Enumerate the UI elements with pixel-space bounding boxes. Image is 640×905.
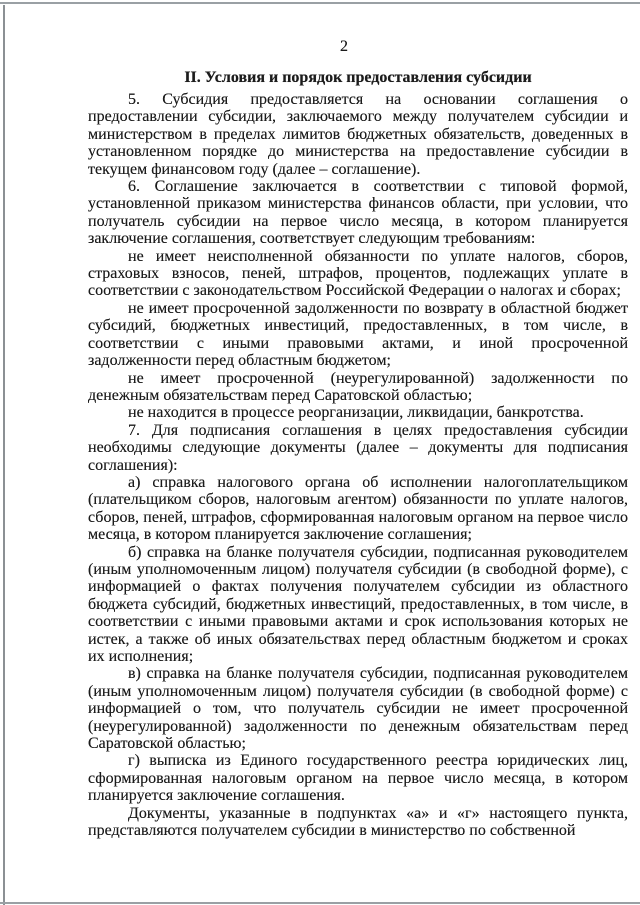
section-heading: II. Условия и порядок предоставления субсидии (184, 69, 532, 86)
paragraph: не имеет просроченной задолженности по возврату в областной бюджет субсидий, бюджетных инвестиций, предоставленных, в том числе, в соответствии с иными правовыми актами, и иной просроченной задолженности перед областным бюджетом; (88, 299, 628, 370)
paragraph: Документы, указанные в подпунктах «а» и «г» настоящего пункта, представляются получателем субсидии в министерство по собственной (88, 804, 628, 840)
paragraph: не имеет просроченной (неурегулированной) задолженности по денежным обязательствам перед Саратовской областью; (88, 369, 628, 404)
paragraph: б) справка на бланке получателя субсидии, подписанная руководителем (иным уполномоченным лицом) получателя субсидии (в свободной форме), с информацией о фактах получения получателем субсидии из областного бюджета субсидий, бюджетных инвестиций, предоставленных, в том числе, в соответствии с иными правовыми актами и срок использования которых не истек, а также об иных обязательствах перед областным бюджетом и сроках их исполнения; (88, 543, 628, 665)
paragraph: не находится в процессе реорганизации, ликвидации, банкротства. (128, 404, 584, 422)
paragraph: 7. Для подписания соглашения в целях предоставления субсидии необходимы следующие документы (далее – документы для подписания соглашения): (88, 421, 628, 474)
paragraph: не имеет неисполненной обязанности по уплате налогов, сборов, страховых взносов, пеней, штрафов, процентов, подлежащих уплате в соответствии с законодательством Российской Федерации о налогах и сборах; (88, 247, 628, 300)
scan-edge-top (0, 2, 640, 4)
document-body (88, 91, 628, 839)
paragraph: 5. Субсидия предоставляется на основании соглашения о предоставлении субсидии, заключаемого между получателем субсидии и министерством в пределах лимитов бюджетных обязательств, доведенных в установленном порядке до министерства на предоставление субсидии в текущем финансовом году (далее – соглашение). (88, 91, 628, 178)
paragraph: 6. Соглашение заключается в соответствии с типовой формой, установленной приказом министерства финансов области, при условии, что получатель субсидии на первое число месяца, в котором планируется заключение соглашения, соответствует следующим требованиям: (88, 178, 628, 248)
scan-edge-left (3, 5, 5, 905)
paragraph: г) выписка из Единого государственного реестра юридических лиц, сформированная налоговым органом на первое число месяца, в котором планируется заключение соглашения. (88, 752, 628, 805)
paragraph: а) справка налогового органа об исполнении налогоплательщиком (плательщиком сборов, налоговым агентом) обязанности по уплате налогов, сборов, пеней, штрафов, сформированная налоговым органом на первое число месяца, в котором планируется заключение соглашения; (88, 473, 628, 544)
page-content (88, 38, 628, 839)
scan-edge-bottom (0, 902, 640, 904)
paragraph: в) справка на бланке получателя субсидии, подписанная руководителем (иным уполномоченным лицом) получателя субсидии (в свободной форме) с информацией о том, что получатель субсидии не имеет просроченной (неурегулированной) задолженности по денежным обязательствам перед Саратовской областью; (88, 665, 628, 753)
page-number: 2 (340, 38, 348, 55)
